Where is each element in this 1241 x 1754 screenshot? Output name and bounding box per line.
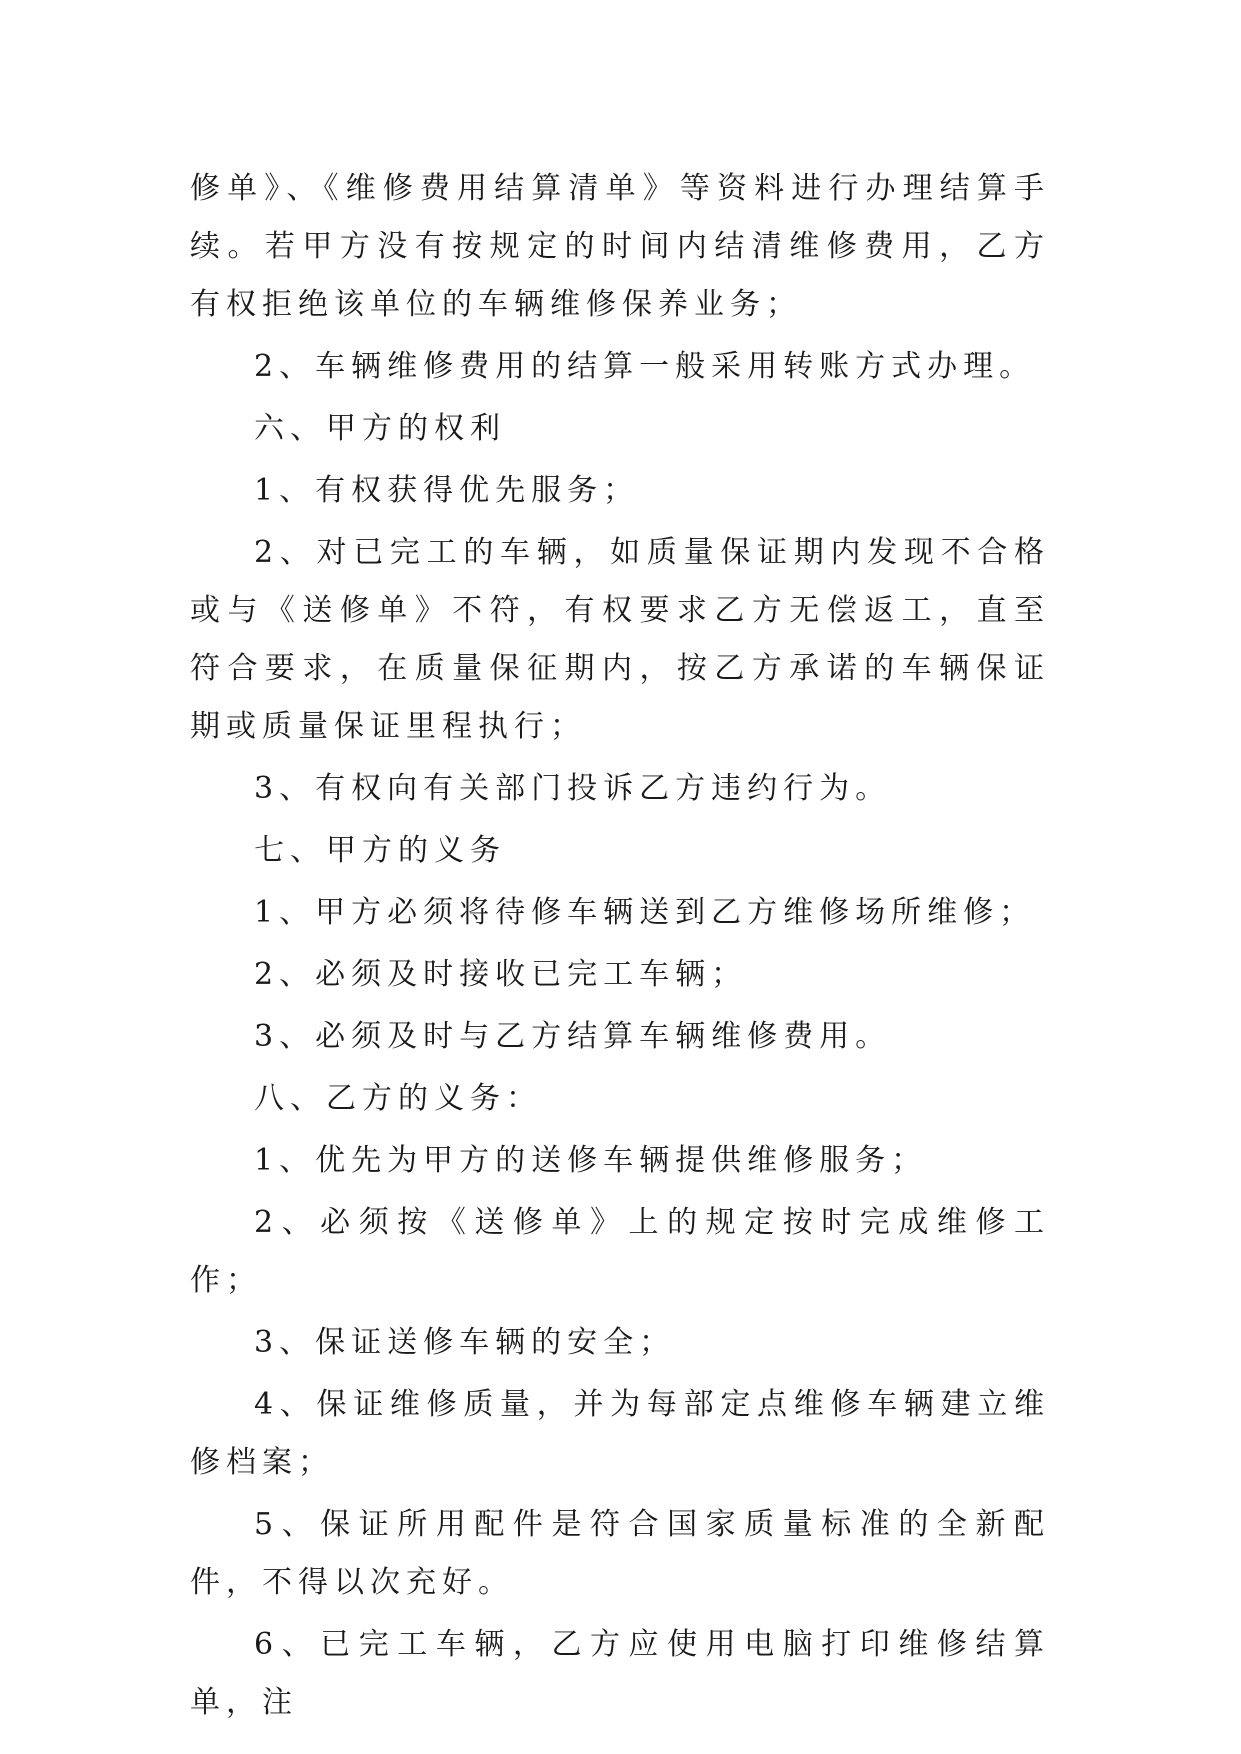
paragraph-transfer-payment: 2、车辆维修费用的结算一般采用转账方式办理。 <box>254 349 1036 384</box>
paragraph-deliver-vehicle: 1、甲方必须将待修车辆送到乙方维修场所维修； <box>254 895 1036 930</box>
paragraph-settle-fees: 3、必须及时与乙方结算车辆维修费用。 <box>254 1019 892 1054</box>
paragraph-receive-vehicle: 2、必须及时接收已完工车辆； <box>254 957 748 992</box>
paragraph-on-time-repair: 2、必须按《送修单》上的规定按时完成维修工作； <box>190 1205 1050 1298</box>
document-body <box>190 160 1050 1736</box>
section-heading-party-b-obligations: 八、乙方的义务： <box>254 1081 542 1116</box>
paragraph-quality-records: 4、保证维修质量，并为每部定点维修车辆建立维修档案； <box>190 1387 1050 1480</box>
paragraph-complaint-right: 3、有权向有关部门投诉乙方违约行为。 <box>254 771 892 806</box>
paragraph-priority-repair: 1、优先为甲方的送修车辆提供维修服务； <box>254 1143 928 1178</box>
paragraph-vehicle-safety: 3、保证送修车辆的安全； <box>254 1325 676 1360</box>
paragraph-free-rework: 2、对已完工的车辆，如质量保证期内发现不合格或与《送修单》不符，有权要求乙方无偿返工，直至符合要求，在质量保征期内，按乙方承诺的车辆保证期或质量保证里程执行； <box>190 535 1050 744</box>
paragraph-genuine-parts: 5、保证所用配件是符合国家质量标准的全新配件，不得以次充好。 <box>190 1507 1050 1600</box>
section-heading-party-a-obligations: 七、甲方的义务 <box>254 833 506 868</box>
paragraph-priority-service: 1、有权获得优先服务； <box>254 473 640 508</box>
paragraph-settlement-continued: 修单》、《维修费用结算清单》等资料进行办理结算手续。若甲方没有按规定的时间内结清维修费用，乙方有权拒绝该单位的车辆维修保养业务； <box>190 171 1050 322</box>
paragraph-print-statement: 6、已完工车辆，乙方应使用电脑打印维修结算单，注 <box>190 1627 1050 1720</box>
section-heading-party-a-rights: 六、甲方的权利 <box>254 411 506 446</box>
